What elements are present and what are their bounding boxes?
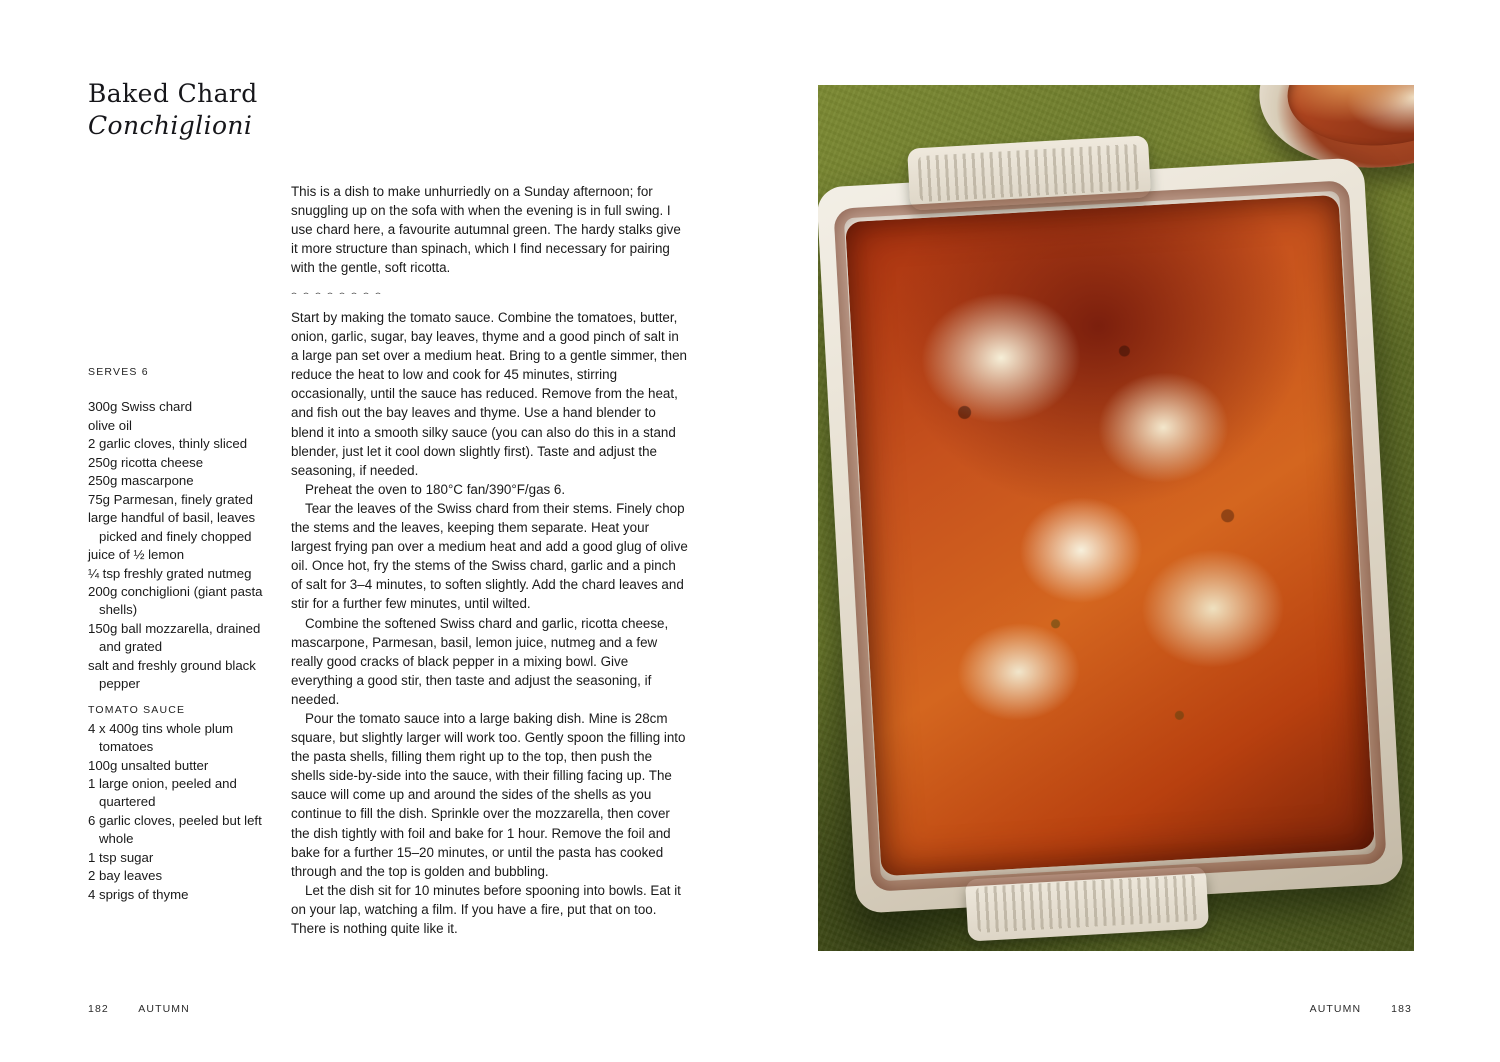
ingredient-text-continued: whole: [99, 830, 134, 846]
list-item: [88, 757, 283, 775]
ingredient-text: 250g mascarpone: [88, 473, 194, 489]
ingredient-text: 100g unsalted butter: [88, 757, 209, 773]
ingredient-text: ¼ tsp freshly grated nutmeg: [88, 565, 252, 581]
tomato-sauce-ingredients-list: [88, 720, 283, 904]
baking-dish: [818, 157, 1404, 914]
list-item: [88, 657, 278, 693]
ingredient-text-continued: picked and finely chopped: [99, 528, 252, 544]
intro-paragraph: This is a dish to make unhurriedly on a Sunday afternoon; for snuggling up on the sofa with when the evening is in full swing. I use chard here, a favourite autumnal green. The hardy stalks give it more structure than spinach, which I find necessary for pairing with the gentle, soft ricotta.: [291, 184, 681, 276]
list-item: [88, 491, 278, 509]
list-item: [88, 565, 278, 583]
list-item: [88, 398, 278, 416]
list-item: [88, 472, 278, 490]
ingredient-text-continued: pepper: [99, 675, 141, 691]
ingredients-list: [88, 398, 278, 693]
ingredient-text: 150g ball mozzarella, drained: [88, 620, 261, 636]
list-item: [88, 620, 278, 656]
serves-label: SERVES 6: [88, 366, 149, 378]
ingredient-text-continued: and grated: [99, 639, 163, 655]
ingredient-text: 1 large onion, peeled and: [88, 776, 237, 792]
list-item: [88, 583, 278, 619]
baked-pasta: [845, 195, 1374, 876]
ingredient-text: 1 tsp sugar: [88, 849, 154, 865]
ingredient-text: olive oil: [88, 417, 132, 433]
list-item: [88, 849, 283, 867]
method-paragraph: Let the dish sit for 10 minutes before spooning into bowls. Eat it on your lap, watching a film. If you have a fire, put that on too. There is nothing quite like it.: [291, 882, 681, 936]
footer-right: [1310, 1003, 1412, 1015]
ingredient-text: 300g Swiss chard: [88, 399, 193, 414]
ingredient-text: 250g ricotta cheese: [88, 454, 204, 470]
method-paragraph: Preheat the oven to 180°C fan/390°F/gas 6.: [305, 481, 566, 497]
page-number-right: 183: [1391, 1003, 1412, 1015]
method-paragraph: Pour the tomato sauce into a large baking dish. Mine is 28cm square, but slightly larger will work too. Gently spoon the filling into the pasta shells, filling them right up to the top, then push the shells side-by-side into the sauce, with their filling facing up. The sauce will come up and around the sides of the shells as you continue to fill the dish. Sprinkle over the mozzarella, then cover the dish tightly with foil and bake for 1 hour. Remove the foil and bake for a further 15–20 minutes, or until the pasta has cooked through and the top is golden and bubbling.: [291, 710, 686, 879]
ingredient-text: 6 garlic cloves, peeled but left: [88, 812, 262, 828]
footer-left: [88, 1003, 190, 1015]
recipe-title-line-1: Baked Chard: [88, 79, 258, 108]
ingredient-text: large handful of basil, leaves: [88, 510, 256, 526]
recipe-photo: [818, 85, 1414, 951]
list-item: [88, 886, 283, 904]
list-item: [88, 417, 278, 435]
list-item: [88, 454, 278, 472]
list-item: [88, 509, 278, 545]
dish-handle-top: [907, 135, 1151, 210]
list-item: [88, 812, 283, 848]
recipe-title-line-2: Conchiglioni: [88, 111, 253, 140]
list-item: [88, 867, 283, 885]
ingredient-text-continued: tomatoes: [99, 739, 154, 755]
ingredient-text: 4 x 400g tins whole plum: [88, 721, 234, 736]
list-item: [88, 546, 278, 564]
method-paragraph: Tear the leaves of the Swiss chard from their stems. Finely chop the stems and the leaves, keeping them separate. Heat your largest frying pan over a medium heat and add a good glug of olive oil. Once hot, fry the stems of the Swiss chard, garlic and a pinch of salt for 3–4 minutes, to soften slightly. Add the chard leaves and stir for a further few minutes, until wilted.: [291, 500, 688, 612]
list-item: [88, 435, 278, 453]
tomato-sauce-heading: TOMATO SAUCE: [88, 704, 186, 716]
ingredient-text-continued: quartered: [99, 794, 156, 810]
list-item: [88, 775, 283, 811]
page-number-left: 182: [88, 1003, 109, 1015]
ingredient-text: juice of ½ lemon: [88, 547, 185, 563]
method-text: [291, 308, 689, 938]
ingredient-text: 4 sprigs of thyme: [88, 886, 189, 902]
section-name-left: AUTUMN: [138, 1003, 190, 1015]
page-title: [88, 78, 348, 142]
ingredient-text: 2 garlic cloves, thinly sliced: [88, 436, 248, 452]
squiggle-divider-icon: [291, 286, 383, 294]
ingredient-text: 2 bay leaves: [88, 868, 163, 884]
method-paragraph: Combine the softened Swiss chard and garlic, ricotta cheese, mascarpone, Parmesan, basil, lemon juice, nutmeg and a few really good cracks of black pepper in a mixing bowl. Give everything a good stir, then taste and adjust the seasoning, if needed.: [291, 615, 669, 707]
ingredient-text: 75g Parmesan, finely grated: [88, 491, 253, 507]
list-item: [88, 720, 283, 756]
ingredient-text-continued: shells): [99, 602, 138, 618]
ingredient-text: salt and freshly ground black: [88, 657, 256, 673]
ingredient-text: 200g conchiglioni (giant pasta: [88, 584, 263, 600]
method-paragraph: Start by making the tomato sauce. Combine the tomatoes, butter, onion, garlic, sugar, bay leaves, thyme and a good pinch of salt in a large pan set over a medium heat. Bring to a gentle simmer, then reduce the heat to low and cook for 45 minutes, stirring occasionally, until the sauce has reduced. Remove from the heat, and fish out the bay leaves and thyme. Use a hand blender to blend it into a smooth silky sauce (you can also do this in a stand blender, just let it cool down slightly first). Taste and adjust the seasoning, if needed.: [291, 310, 687, 478]
section-name-right: AUTUMN: [1309, 1003, 1362, 1015]
